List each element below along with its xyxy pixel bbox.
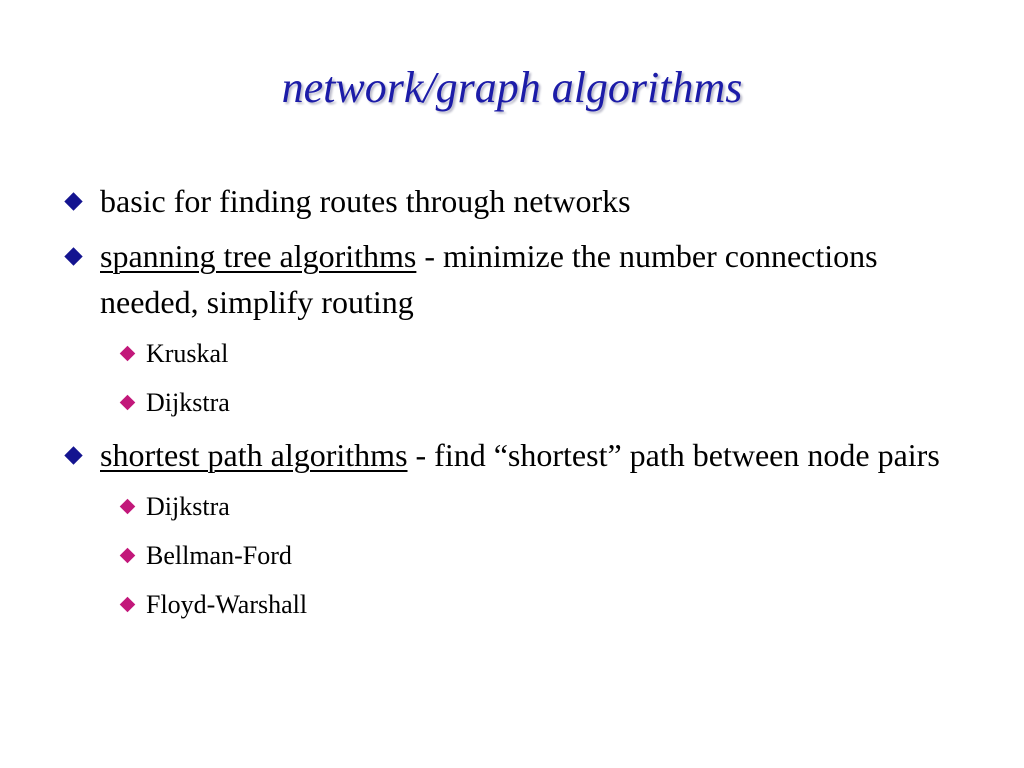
sub-bullet-item bbox=[62, 585, 962, 625]
diamond-bullet-icon bbox=[64, 446, 82, 464]
diamond-bullet-icon bbox=[120, 597, 136, 613]
diamond-bullet-icon bbox=[64, 192, 82, 210]
diamond-bullet-icon bbox=[120, 548, 136, 564]
sub-bullet-text: Floyd-Warshall bbox=[146, 590, 308, 619]
diamond-bullet-icon bbox=[120, 346, 136, 362]
diamond-bullet-icon bbox=[120, 499, 136, 515]
sub-bullet-text: Dijkstra bbox=[146, 388, 230, 417]
bullet-text: - find “shortest” path between node pairs bbox=[407, 437, 940, 473]
slide-title: network/graph algorithms bbox=[281, 63, 743, 112]
bullet-item bbox=[62, 178, 962, 224]
sub-bullet-item bbox=[62, 536, 962, 576]
bullet-underlined-term: spanning tree algorithms bbox=[100, 238, 417, 274]
sub-bullet-item bbox=[62, 487, 962, 527]
bullet-text: basic for finding routes through networks bbox=[100, 183, 631, 219]
sub-bullet-text: Bellman-Ford bbox=[146, 541, 292, 570]
bullet-item bbox=[62, 233, 962, 325]
sub-bullet-text: Kruskal bbox=[146, 339, 229, 368]
bullet-list bbox=[62, 178, 962, 634]
bullet-item bbox=[62, 432, 962, 478]
sub-bullet-item bbox=[62, 334, 962, 374]
bullet-text: - minimize the number connections needed, simplify routing bbox=[100, 238, 878, 320]
diamond-bullet-icon bbox=[64, 247, 82, 265]
bullet-underlined-term: shortest path algorithms bbox=[100, 437, 408, 473]
sub-bullet-text: Dijkstra bbox=[146, 492, 230, 521]
sub-bullet-item bbox=[62, 383, 962, 423]
diamond-bullet-icon bbox=[120, 395, 136, 411]
